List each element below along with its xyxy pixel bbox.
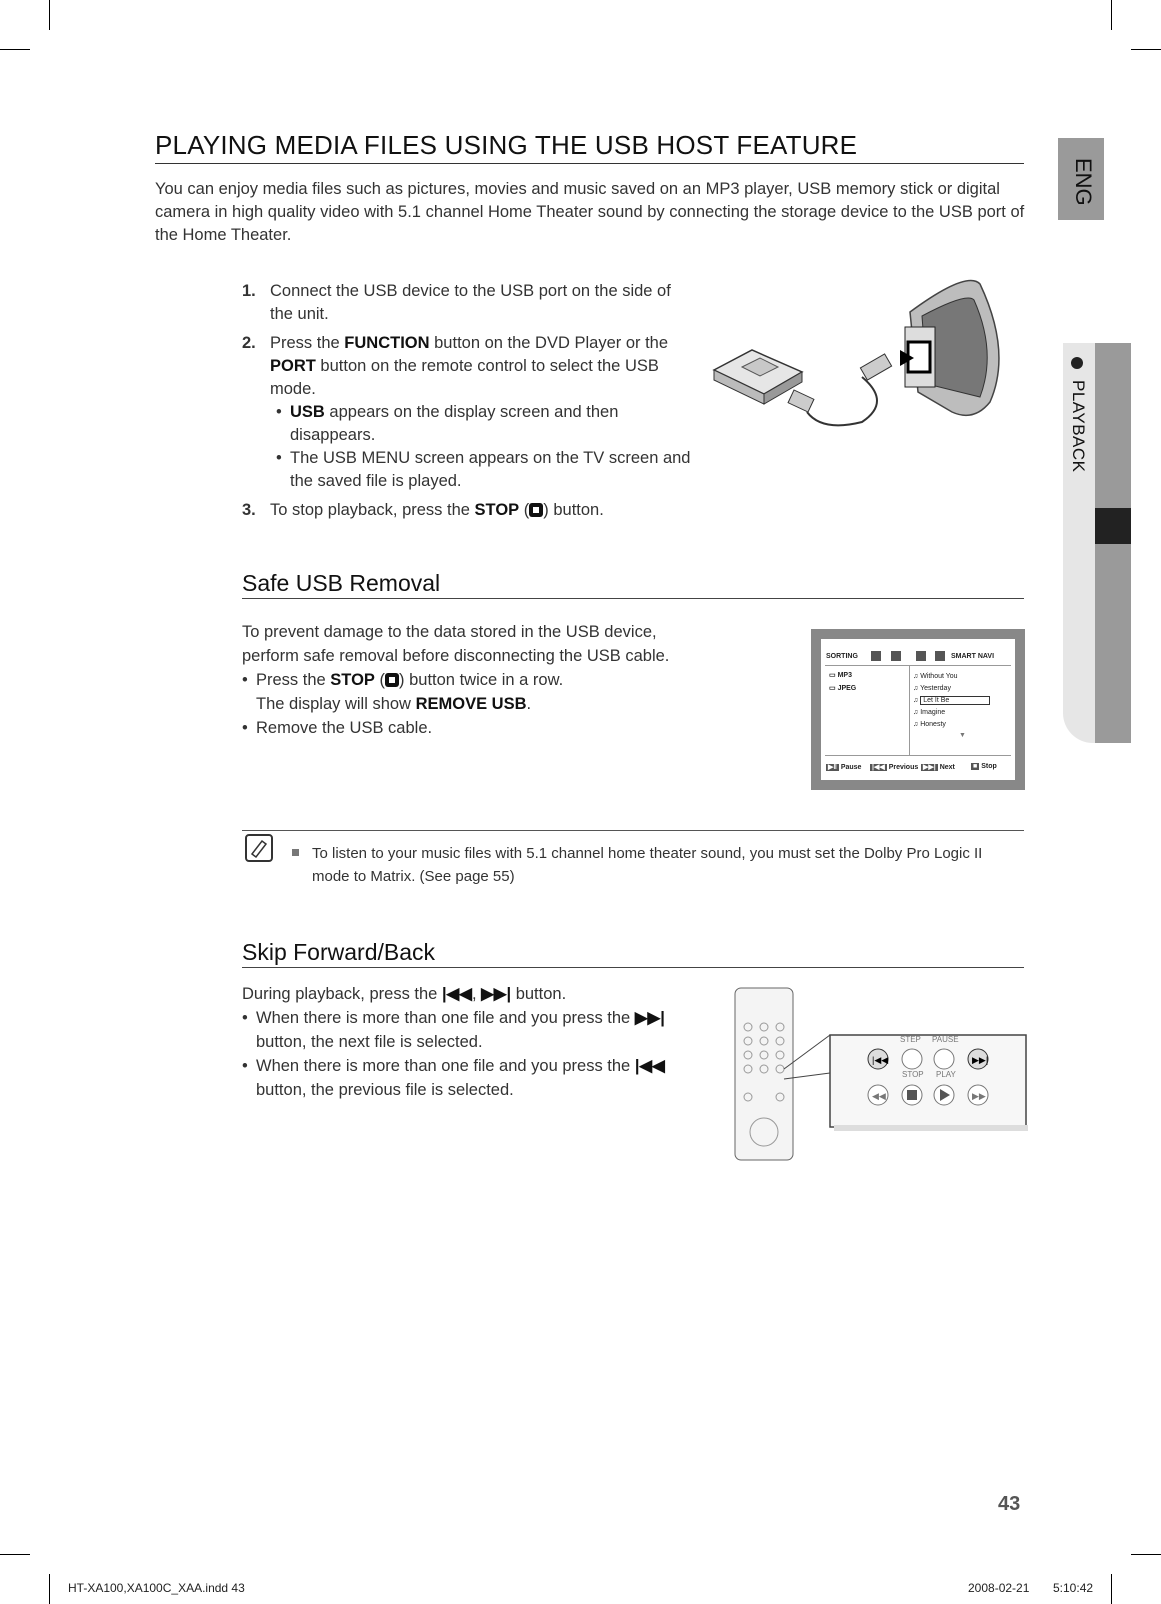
note-text: To listen to your music files with 5.1 channel home theater sound, you must set the Dolby Pro Logic II mode to Matrix. (See page 55)	[312, 845, 983, 885]
language-label: ENG	[1071, 158, 1096, 206]
stop-icon	[529, 503, 543, 517]
skip-heading: Skip Forward/Back	[242, 939, 1024, 968]
safe-removal-body	[242, 620, 702, 740]
list-item: • When there is more than one file and you press the |◀◀ button, the previous file is selected.	[242, 1057, 665, 1099]
footer-time: 5:10:42	[1053, 1581, 1094, 1595]
bullet-text: .	[526, 695, 532, 713]
svg-text:▶▶|: ▶▶|	[972, 1055, 989, 1065]
sub-bullet: • The USB MENU screen appears on the TV screen and the saved file is played.	[276, 449, 691, 490]
remote-play-label: PLAY	[936, 1070, 956, 1079]
bullet-icon	[1071, 357, 1083, 369]
step-text: Press the	[270, 334, 345, 352]
crop-mark	[1131, 1554, 1161, 1555]
stop-label: STOP	[330, 671, 375, 689]
step-text: ) button.	[543, 501, 604, 519]
svg-text:|◀◀: |◀◀	[872, 1055, 889, 1065]
divider	[825, 755, 1011, 756]
smart-navi-label: SMART NAVI	[951, 653, 995, 660]
previous-label: Previous	[888, 764, 919, 771]
crop-mark	[49, 1574, 50, 1604]
song-label-selected: Let It Be	[920, 696, 990, 705]
pause-key-icon: ▶‖	[828, 764, 837, 771]
next-hint	[921, 763, 955, 771]
previous-hint	[870, 763, 918, 771]
function-label: FUNCTION	[344, 334, 430, 352]
step-text: To stop playback, press the	[270, 501, 475, 519]
divider	[825, 665, 1011, 666]
bullet-text: When there is more than one file and you press the	[256, 1009, 635, 1027]
skip-text: ,	[471, 985, 482, 1003]
bullet-text: (	[374, 671, 386, 689]
remove-usb-label: REMOVE USB	[415, 695, 527, 713]
intro-paragraph: You can enjoy media files such as pictures, movies and music saved on an MP3 player, USB memory stick or digital camera in high quality video with 5.1 channel Home Theater sound by connecting the storage device to the USB port of the Home Theater.	[155, 180, 1025, 244]
usb-connection-illustration	[712, 272, 1014, 447]
stop-label: STOP	[474, 501, 520, 519]
crop-mark	[1111, 0, 1112, 30]
folder-item: ▭ JPEG	[829, 685, 857, 692]
safe-removal-heading: Safe USB Removal	[242, 570, 1024, 599]
bullet-text: Press the	[256, 671, 331, 689]
folder-label: JPEG	[837, 685, 857, 692]
step-1	[242, 280, 692, 326]
usb-menu-screen	[811, 629, 1025, 790]
list-item: • Press the STOP ( ) button twice in a row. The display will show REMOVE USB.	[242, 671, 564, 713]
bullet-text: button, the previous file is selected.	[256, 1081, 514, 1099]
folder-item: ▭ MP3	[829, 672, 852, 679]
skip-text: During playback, press the	[242, 985, 442, 1003]
step-text: (	[519, 501, 530, 519]
step-text: button on the DVD Player or the	[429, 334, 669, 352]
note-icon	[245, 834, 273, 862]
next-icon: ▶▶|	[634, 1009, 665, 1027]
previous-icon: |◀◀	[441, 985, 472, 1003]
page-number: 43	[998, 1493, 1021, 1515]
svg-text:◀◀: ◀◀	[872, 1091, 886, 1101]
footer-date: 2008-02-21	[968, 1581, 1030, 1595]
safe-removal-paragraph: To prevent damage to the data stored in the USB device, perform safe removal before disconnecting the USB cable.	[242, 623, 670, 665]
step-2	[242, 332, 692, 493]
skip-body	[242, 982, 682, 1102]
bullet-text: Remove the USB cable.	[256, 719, 433, 737]
remote-stop-label: STOP	[902, 1070, 924, 1079]
stop-hint	[971, 763, 997, 770]
skip-text: button.	[511, 985, 567, 1003]
song-label: Without You	[920, 673, 958, 680]
step-text: button on the remote control to select the USB mode.	[270, 357, 659, 398]
song-item: ♫ Without You	[913, 673, 958, 680]
footer-file: HT-XA100,XA100C_XAA.indd 43	[68, 1581, 245, 1595]
song-item: ♫ Let It Be	[913, 697, 990, 704]
list-item: • When there is more than one file and you press the ▶▶| button, the next file is selected.	[242, 1009, 665, 1051]
folder-label: MP3	[837, 672, 852, 679]
song-label: Honesty	[920, 721, 946, 728]
song-label: Imagine	[920, 709, 946, 716]
step-number: 2.	[242, 334, 256, 352]
stop-label: Stop	[981, 763, 997, 770]
section-label: PLAYBACK	[1069, 380, 1088, 473]
step-3	[242, 499, 692, 522]
divider	[909, 665, 910, 755]
step-text: Connect the USB device to the USB port on the side of the unit.	[270, 282, 671, 323]
previous-key-icon: |◀◀	[872, 764, 885, 771]
bullet-text: appears on the display screen and then disappears.	[290, 403, 619, 444]
skip-paragraph	[242, 982, 682, 1006]
photo-icon	[891, 651, 901, 661]
movie-icon	[916, 651, 926, 661]
usb-label: USB	[290, 403, 325, 421]
svg-text:▶▶: ▶▶	[972, 1091, 986, 1101]
song-item: ♫ Honesty	[913, 721, 946, 728]
music-icon	[871, 651, 881, 661]
step-number: 3.	[242, 501, 256, 519]
bullet-text: The USB MENU screen appears on the TV screen and the saved file is played.	[290, 449, 691, 490]
crop-mark	[49, 0, 50, 30]
crop-mark	[0, 49, 30, 50]
remote-step-label: STEP	[900, 1035, 921, 1044]
language-tab	[1058, 138, 1104, 220]
previous-icon: |◀◀	[634, 1057, 665, 1075]
stop-key-icon: ■	[973, 763, 978, 770]
screen-content	[821, 639, 1015, 780]
bullet-text: The display will show	[256, 695, 416, 713]
pause-label: Pause	[840, 764, 862, 771]
next-key-icon: ▶▶|	[923, 764, 936, 771]
next-label: Next	[939, 764, 955, 771]
all-icon	[935, 651, 945, 661]
page-title: PLAYING MEDIA FILES USING THE USB HOST FEATURE	[155, 130, 1024, 164]
crop-mark	[1111, 1574, 1112, 1604]
crop-mark	[0, 1554, 30, 1555]
bullet-text: ) button twice in a row.	[399, 671, 564, 689]
crop-mark	[1131, 49, 1161, 50]
list-item: • Remove the USB cable.	[242, 719, 433, 737]
steps-list	[242, 280, 692, 528]
pause-hint	[826, 763, 861, 771]
sub-bullet: • USB appears on the display screen and then disappears.	[276, 403, 619, 444]
section-tab-marker	[1095, 508, 1131, 544]
song-label: Yesterday	[920, 685, 951, 692]
song-item: ♫ Imagine	[913, 709, 946, 716]
next-icon: ▶▶|	[481, 985, 512, 1003]
bullet-text: When there is more than one file and you press the	[256, 1057, 635, 1075]
stop-icon	[385, 673, 399, 687]
step-number: 1.	[242, 282, 256, 300]
note-divider	[242, 830, 1024, 831]
port-label: PORT	[270, 357, 316, 375]
remote-pause-label: PAUSE	[932, 1035, 959, 1044]
remote-illustration	[734, 987, 1028, 1162]
scroll-down-icon: ▼	[959, 732, 966, 739]
song-item: ♫ Yesterday	[913, 685, 951, 692]
sorting-label: SORTING	[826, 653, 858, 660]
bullet-text: button, the next file is selected.	[256, 1033, 483, 1051]
